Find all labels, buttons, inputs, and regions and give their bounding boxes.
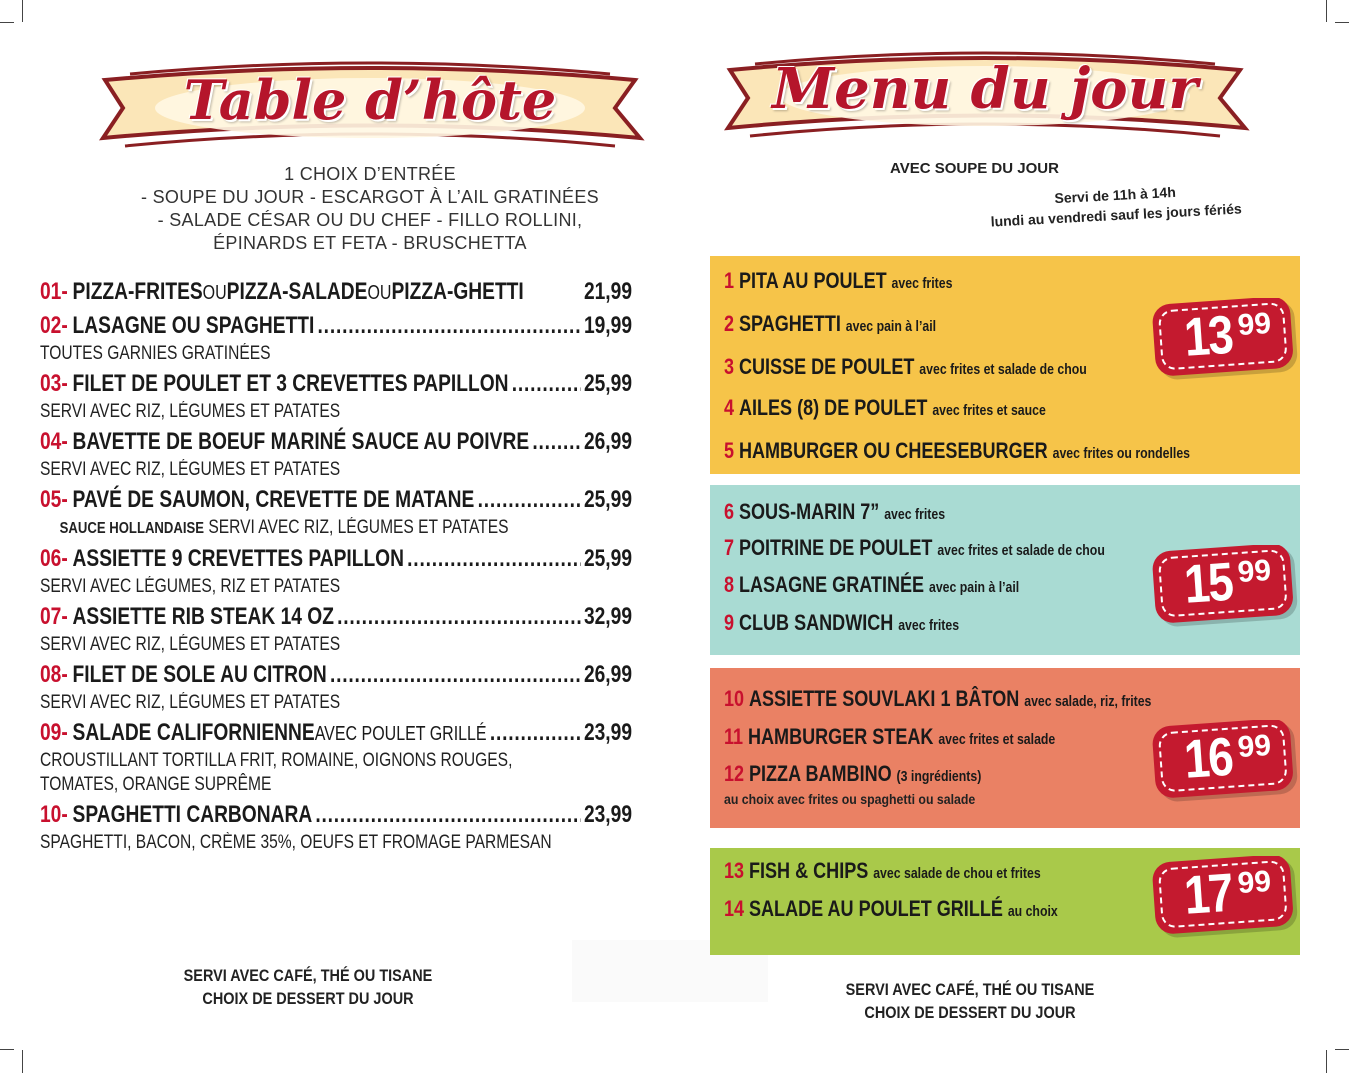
price-cents: 99 — [1236, 553, 1273, 590]
menu-line — [724, 395, 1046, 421]
footer-line: SERVI AVEC CAFÉ, THÉ OU TISANE — [845, 980, 1095, 999]
menu-line-sub: avec frites — [898, 617, 960, 634]
servi-line: Servi de 11h à 14h — [1054, 183, 1177, 207]
price-text — [1150, 546, 1302, 618]
menu-line-extra: au choix avec frites ou spaghetti ou salade — [724, 791, 976, 807]
item-price: 25,99 — [583, 370, 632, 397]
crop-mark — [22, 1050, 23, 1073]
item-description: SERVI AVEC RIZ, LÉGUMES ET PATATES — [40, 692, 341, 713]
item-description: SERVI AVEC RIZ, LÉGUMES ET PATATES — [40, 459, 341, 480]
item-title — [40, 278, 632, 306]
menu-item — [40, 428, 632, 480]
menu-item — [40, 603, 632, 655]
menu-line-name: LASAGNE GRATINÉE — [738, 572, 925, 597]
item-description: SERVI AVEC LÉGUMES, RIZ ET PATATES — [40, 576, 341, 597]
menu-item — [40, 545, 632, 597]
menu-line-sub: avec frites et salade — [938, 731, 1056, 748]
menu-line-name: HAMBURGER STEAK — [747, 724, 934, 749]
dot-leader — [532, 428, 580, 456]
item-price: 32,99 — [583, 603, 632, 630]
item-price: 23,99 — [583, 801, 632, 828]
item-description: TOMATES, ORANGE SUPRÊME — [40, 774, 272, 795]
menu-line-number: 2 — [724, 311, 735, 336]
item-name: OU — [367, 282, 392, 304]
price-cents: 99 — [1236, 306, 1273, 343]
menu-line-number: 8 — [724, 572, 735, 597]
price-badge — [1152, 856, 1300, 936]
menu-line-name: CUISSE DE POULET — [738, 354, 915, 379]
item-description: CROUSTILLANT TORTILLA FRIT, ROMAINE, OIGNONS ROUGES, — [40, 750, 513, 771]
menu-line — [724, 761, 981, 787]
crop-mark — [0, 22, 14, 23]
menu-line — [724, 572, 1019, 598]
right-footer — [843, 978, 1098, 1024]
desc-bold: SAUCE HOLLANDAISE — [59, 520, 205, 537]
item-description: TOUTES GARNIES GRATINÉES — [40, 343, 271, 364]
menu-line-number: 1 — [724, 268, 735, 293]
item-title — [40, 428, 632, 456]
servi-hours — [989, 178, 1242, 231]
price-cents: 99 — [1236, 728, 1273, 765]
menu-line-number: 4 — [724, 395, 735, 420]
menu-line-sub: avec frites et salade de chou — [937, 542, 1105, 559]
menu-line-number: 12 — [724, 761, 745, 786]
item-title — [40, 312, 632, 340]
crop-mark — [22, 0, 23, 22]
price-dollars: 17 — [1182, 862, 1235, 926]
item-title — [40, 370, 632, 398]
menu-line-name: HAMBURGER OU CHEESEBURGER — [738, 438, 1048, 463]
left-footer — [181, 964, 436, 1010]
menu-line — [724, 311, 936, 337]
price-dollars: 13 — [1182, 304, 1235, 368]
item-name: BAVETTE DE BOEUF MARINÉ SAUCE AU POIVRE — [72, 428, 530, 455]
menu-line — [724, 535, 1105, 561]
item-name: ASSIETTE 9 CREVETTES PAPILLON — [72, 545, 404, 572]
price-dollars: 15 — [1182, 551, 1235, 615]
menu-line-sub: avec frites — [891, 275, 953, 292]
item-price: 26,99 — [583, 428, 632, 455]
footer-line: CHOIX DE DESSERT DU JOUR — [202, 989, 414, 1008]
price-badge — [1152, 545, 1300, 625]
item-title — [40, 661, 632, 689]
menu-line-sub: avec salade, riz, frites — [1024, 693, 1152, 710]
price-cents: 99 — [1236, 864, 1273, 901]
price-dollars: 16 — [1182, 726, 1235, 790]
menu-line-number: 9 — [724, 610, 735, 635]
price-text — [1150, 721, 1302, 793]
dot-leader — [318, 312, 581, 340]
dot-leader — [407, 545, 581, 573]
item-name: OU — [202, 282, 227, 304]
item-price: 19,99 — [583, 312, 632, 339]
item-number: 05- — [40, 486, 68, 513]
footer-line: SERVI AVEC CAFÉ, THÉ OU TISANE — [183, 966, 433, 985]
menu-item — [40, 278, 632, 306]
crop-mark — [1326, 0, 1327, 22]
item-name: FILET DE SOLE AU CITRON — [72, 661, 327, 688]
dot-leader — [478, 486, 581, 514]
item-title — [40, 603, 632, 631]
menu-line-sub: avec frites — [884, 506, 946, 523]
menu-line — [724, 268, 952, 294]
dot-leader — [315, 801, 580, 829]
menu-item — [40, 719, 632, 795]
menu-line-number: 6 — [724, 499, 735, 524]
item-number: 08- — [40, 661, 68, 688]
price-badge — [1152, 298, 1300, 378]
entree-line: - SALADE CÉSAR OU DU CHEF - FILLO ROLLINI, — [157, 210, 583, 230]
menu-line-name: PITA AU POULET — [738, 268, 887, 293]
item-price: 23,99 — [583, 719, 632, 746]
item-name: SPAGHETTI CARBONARA — [72, 801, 313, 828]
item-title — [40, 801, 632, 829]
menu-line-sub: avec frites et sauce — [932, 402, 1046, 419]
menu-item — [40, 661, 632, 713]
menu-line-name: POITRINE DE POULET — [738, 535, 933, 560]
menu-line — [724, 896, 1058, 922]
item-title — [40, 486, 632, 514]
entree-line: 1 CHOIX D’ENTRÉE — [284, 164, 456, 184]
item-description — [40, 517, 650, 539]
menu-line-name: AILES (8) DE POULET — [738, 395, 928, 420]
item-name: PIZZA-SALADE — [226, 278, 368, 305]
dot-leader — [512, 370, 581, 398]
menu-line — [724, 686, 1151, 712]
menu-line-sub: avec salade de chou et frites — [873, 865, 1041, 882]
menu-line-sub: avec pain à l’ail — [928, 579, 1020, 596]
footer-line: CHOIX DE DESSERT DU JOUR — [864, 1003, 1076, 1022]
menu-line-name: SPAGHETTI — [738, 311, 841, 336]
item-price: 25,99 — [583, 545, 632, 572]
price-text — [1150, 299, 1302, 371]
item-name: PIZZA-GHETTI — [391, 278, 524, 305]
entree-choices — [60, 163, 680, 255]
menu-line-name: ASSIETTE SOUVLAKI 1 BÂTON — [748, 686, 1020, 711]
item-number: 03- — [40, 370, 68, 397]
item-name: PAVÉ DE SAUMON, CREVETTE DE MATANE — [72, 486, 475, 513]
menu-du-jour-title: Menu du jour — [772, 56, 1198, 122]
price-text — [1150, 857, 1302, 929]
dot-leader — [490, 719, 581, 747]
menu-line-name: CLUB SANDWICH — [738, 610, 894, 635]
item-description: SPAGHETTI, BACON, CRÈME 35%, OEUFS ET FROMAGE PARMESAN — [40, 832, 552, 853]
menu-line-sub: au choix — [1007, 903, 1058, 920]
entree-line: - SOUPE DU JOUR - ESCARGOT À L’AIL GRATINÉES — [141, 187, 599, 207]
menu-line-sub: avec frites ou rondelles — [1052, 445, 1191, 462]
item-number: 09- — [40, 719, 68, 746]
menu-line — [724, 610, 959, 636]
menu-item — [40, 486, 632, 539]
menu-du-jour-banner — [720, 48, 1250, 148]
item-name: SALADE CALIFORNIENNE — [72, 719, 315, 746]
menu-line — [724, 499, 945, 525]
servi-line: lundi au vendredi sauf les jours fériés — [990, 200, 1243, 230]
menu-line-number: 14 — [724, 896, 745, 921]
menu-line-number: 11 — [724, 724, 744, 749]
item-description: SERVI AVEC RIZ, LÉGUMES ET PATATES — [40, 634, 341, 655]
item-name: LASAGNE OU SPAGHETTI — [72, 312, 315, 339]
menu-line-sub: avec frites et salade de chou — [919, 361, 1087, 378]
menu-line-number: 7 — [724, 535, 735, 560]
menu-line-name: SOUS-MARIN 7” — [738, 499, 880, 524]
menu-item — [40, 312, 632, 364]
dot-leader — [337, 603, 581, 631]
item-name-suffix: AVEC POULET GRILLÉ — [314, 723, 487, 745]
menu-line — [724, 354, 1087, 380]
crop-mark — [0, 1049, 14, 1050]
price-badge — [1152, 720, 1300, 800]
crop-mark — [1335, 22, 1349, 23]
crop-mark — [1335, 1049, 1349, 1050]
menu-line-sub: (3 ingrédients) — [896, 768, 982, 785]
item-number: 01- — [40, 278, 68, 305]
item-price: 26,99 — [583, 661, 632, 688]
menu-item — [40, 370, 632, 422]
desc-text: SERVI AVEC RIZ, LÉGUMES ET PATATES — [204, 517, 509, 538]
entree-line: ÉPINARDS ET FETA - BRUSCHETTA — [213, 233, 527, 253]
item-name: FILET DE POULET ET 3 CREVETTES PAPILLON — [72, 370, 509, 397]
item-name: ASSIETTE RIB STEAK 14 OZ — [72, 603, 334, 630]
table-dhote-title: Table d’hôte — [183, 68, 557, 132]
menu-line-name: FISH & CHIPS — [748, 858, 869, 883]
item-number: 06- — [40, 545, 68, 572]
menu-line — [724, 724, 1055, 750]
menu-line-name: SALADE AU POULET GRILLÉ — [748, 896, 1003, 921]
avec-soupe: AVEC SOUPE DU JOUR — [890, 160, 1059, 177]
menu-line-number: 3 — [724, 354, 735, 379]
item-number: 07- — [40, 603, 68, 630]
item-price: 21,99 — [583, 278, 632, 305]
item-name: PIZZA-FRITES — [72, 278, 203, 305]
item-title — [40, 719, 632, 747]
menu-line-sub: avec pain à l’ail — [845, 318, 937, 335]
menu-line-number: 13 — [724, 858, 745, 883]
dot-leader — [330, 661, 581, 689]
menu-line-number: 5 — [724, 438, 735, 463]
item-number: 04- — [40, 428, 68, 455]
menu-line — [724, 438, 1190, 464]
item-price: 25,99 — [583, 486, 632, 513]
item-number: 10- — [40, 801, 68, 828]
table-dhote-items — [40, 278, 632, 853]
table-dhote-banner — [95, 58, 645, 158]
crop-mark — [1326, 1050, 1327, 1073]
menu-item — [40, 801, 632, 853]
menu-line — [724, 858, 1041, 884]
item-number: 02- — [40, 312, 68, 339]
item-description: SERVI AVEC RIZ, LÉGUMES ET PATATES — [40, 401, 341, 422]
menu-line-name: PIZZA BAMBINO — [748, 761, 892, 786]
item-title — [40, 545, 632, 573]
menu-line-number: 10 — [724, 686, 745, 711]
